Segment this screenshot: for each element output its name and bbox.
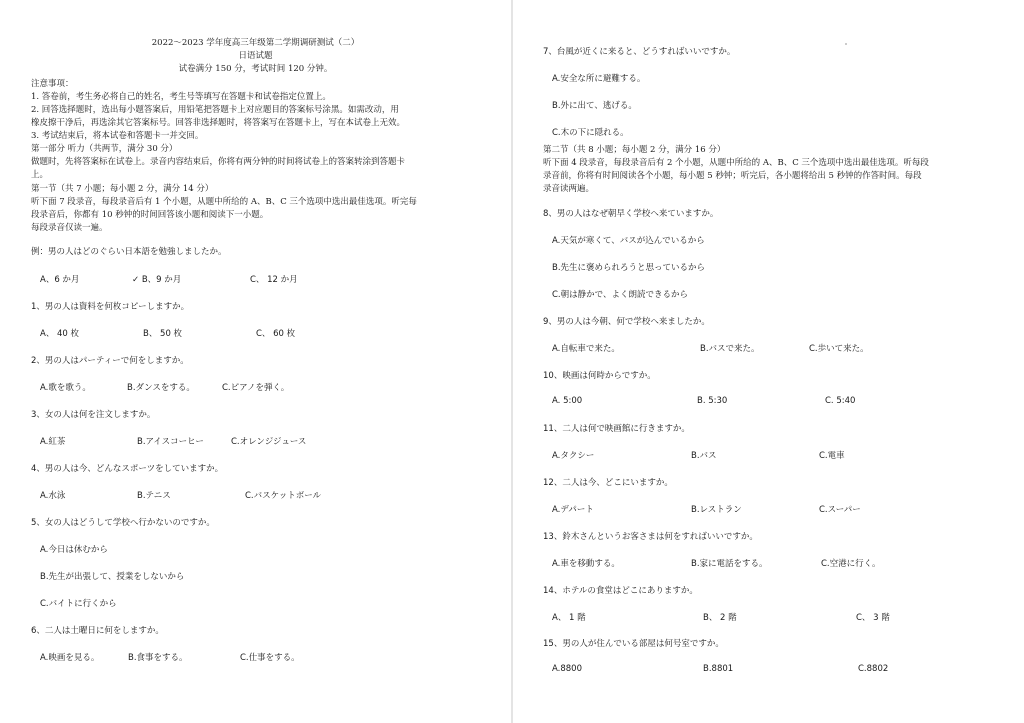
question-13: 13、鈴木さんというお客さまは何をすればいいですか。 [543,532,758,542]
q12-option-c: C.スーパー [819,505,861,515]
example-option-c: C、 12 か月 [250,275,298,285]
q3-option-a: A.紅茶 [40,437,66,447]
question-2: 2、男の人はパーティーで何をしますか。 [31,356,189,366]
q9-option-c: C.歩いて来た。 [809,344,869,354]
q5-option-b: B.先生が出張して、授業をしないから [40,572,185,582]
note-3: 3. 考试结束后，将本试卷和答题卡一并交回。 [31,131,204,141]
q15-option-a: A.8800 [552,664,582,674]
section-2-desc-line-1: 听下面 4 段录音，每段录音后有 2 个小题，从题中所给的 A、B、C 三个选项中选出最佳选项。听每段 [543,158,929,168]
part-1-desc-line-2: 上。 [31,170,49,180]
q1-option-c: C、 60 枚 [256,329,296,339]
section-1-desc-line-2: 段录音后，你都有 10 秒钟的时间回答该小题和阅读下一小题。 [31,210,269,220]
q12-option-a: A.デパート [552,505,594,515]
section-2-heading: 第二节（共 8 小题；每小题 2 分，满分 16 分） [543,145,726,155]
q9-option-a: A.自転車で来た。 [552,344,620,354]
q13-option-b: B.家に電話をする。 [691,559,768,569]
q1-option-a: A、 40 枚 [40,329,80,339]
section-1-heading: 第一节（共 7 小题；每小题 2 分，满分 14 分） [31,184,214,194]
q7-option-c: C.木の下に隠れる。 [552,128,629,138]
section-2-desc-line-3: 录音读两遍。 [543,184,595,194]
section-2-desc-line-2: 录音前，你将有时间阅读各个小题，每小题 5 秒钟；听完后，各小题将给出 5 秒钟的作答时间。每段 [543,171,922,181]
notes-heading: 注意事项： [31,79,74,89]
q3-option-b: B.アイスコーヒー [137,437,204,447]
q6-option-a: A.映画を見る。 [40,653,100,663]
q5-option-a: A.今日は休むから [40,545,108,555]
q8-option-b: B.先生に褒められろうと思っているから [552,263,706,273]
q10-option-c: C. 5:40 [825,396,856,406]
section-1-desc-line-1: 听下面 7 段录音，每段录音后有 1 个小题，从题中所给的 A、B、C 三个选项中选出最佳选项。听完每 [31,197,417,207]
part-1-desc-line-1: 做题时，先将答案标在试卷上。录音内容结束后，你将有两分钟的时间将试卷上的答案转涂到答题卡 [31,157,406,167]
question-10: 10、映画は何時からですか。 [543,371,656,381]
question-14: 14、ホテルの食堂はどこにありますか。 [543,586,698,596]
q14-option-b: B、 2 階 [703,613,737,623]
part-1-heading: 第一部分 听力（共两节，满分 30 分） [31,144,178,154]
note-2-line-2: 橡皮擦干净后，再选涂其它答案标号。回答非选择题时，将答案写在答题卡上，写在本试卷上无效。 [31,118,406,128]
q9-option-b: B.バスで来た。 [700,344,760,354]
stray-mark [845,43,847,45]
q8-option-a: A.天気が寒くて、バスが込んでいるから [552,236,705,246]
question-5: 5、女の人はどうして学校へ行かないのですか。 [31,518,215,528]
question-11: 11、二人は何で映画館に行きますか。 [543,424,690,434]
q11-option-a: A.タクシー [552,451,595,461]
question-7: 7、台風が近くに来ると、どうすればいいですか。 [543,47,736,57]
note-2-line-1: 2. 回答选择题时，选出每小题答案后，用铅笔把答题卡上对应题目的答案标号涂黑。如需改动，用 [31,105,399,115]
q5-option-c: C.バイトに行くから [40,599,117,609]
q2-option-b: B.ダンスをする。 [127,383,195,393]
question-12: 12、二人は今、どこにいますか。 [543,478,673,488]
q3-option-c: C.オレンジジュース [231,437,307,447]
q6-option-b: B.食事をする。 [128,653,188,663]
q10-option-b: B. 5:30 [697,396,728,406]
exam-title: 2022～2023 学年度高三年级第二学期调研测试（二） [151,38,360,48]
question-3: 3、女の人は何を注文しますか。 [31,410,156,420]
example-option-a: A、6 か月 [40,275,80,285]
question-6: 6、二人は土曜日に何をしますか。 [31,626,164,636]
q8-option-c: C.朝は静かで、よく朗読できるから [552,290,688,300]
q10-option-a: A. 5:00 [552,396,583,406]
q14-option-a: A、 1 階 [552,613,586,623]
question-9: 9、男の人は今朝、何で学校へ来ましたか。 [543,317,710,327]
note-1: 1. 答卷前，考生务必将自己的姓名，考生号等填写在答题卡和试卷指定位置上。 [31,92,331,102]
section-1-desc-line-3: 每段录音仅读一遍。 [31,223,108,233]
q13-option-a: A.車を移動する。 [552,559,620,569]
q12-option-b: B.レストラン [691,505,742,515]
question-4: 4、男の人は今、どんなスポーツをしていますか。 [31,464,224,474]
question-8: 8、男の人はなぜ朝早く学校へ来ていますか。 [543,209,719,219]
exam-subject: 日语试题 [238,51,273,61]
q4-option-b: B.テニス [137,491,171,501]
q15-option-c: C.8802 [858,664,889,674]
left-page [0,0,511,723]
q6-option-c: C.仕事をする。 [240,653,300,663]
q2-option-c: C.ピアノを弾く。 [222,383,290,393]
q13-option-c: C.空港に行く。 [821,559,881,569]
question-1: 1、男の人は資料を何枚コピーしますか。 [31,302,190,312]
q15-option-b: B.8801 [703,664,734,674]
question-15: 15、男の人が住んでいる部屋は何号室ですか。 [543,639,724,649]
q7-option-b: B.外に出て、逃げる。 [552,101,637,111]
q11-option-b: B.バス [691,451,717,461]
q2-option-a: A.歌を歌う。 [40,383,91,393]
example-question: 例：男の人はどのぐらい日本語を勉強しましたか。 [31,247,227,257]
q1-option-b: B、 50 枚 [143,329,183,339]
right-page [513,0,1024,723]
q4-option-a: A.水泳 [40,491,66,501]
q11-option-c: C.電車 [819,451,845,461]
q14-option-c: C、 3 階 [856,613,890,623]
q4-option-c: C.バスケットボール [245,491,322,501]
q7-option-a: A.安全な所に避難する。 [552,74,646,84]
example-option-b: ✓ B、9 か月 [132,275,182,285]
score-info: 试卷满分 150 分，考试时间 120 分钟。 [178,64,333,74]
